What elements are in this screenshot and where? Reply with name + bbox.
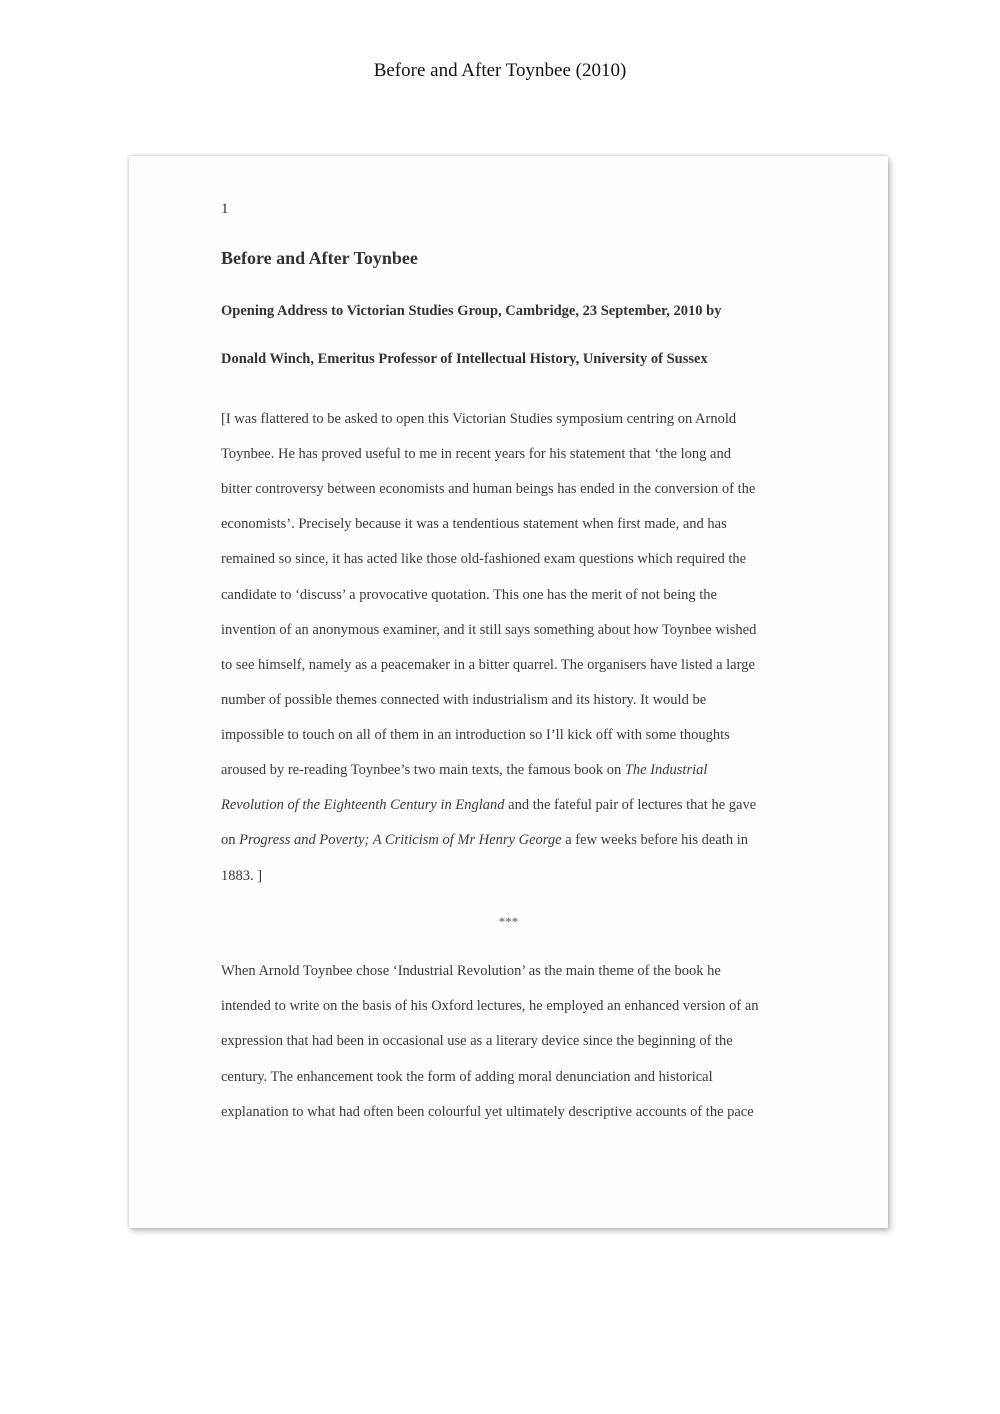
intro-line: to see himself, namely as a peacemaker in a bitter quarrel. The organisers have listed a large <box>221 657 755 673</box>
body-line: intended to write on the basis of his Oxford lectures, he employed an enhanced version of an <box>221 998 759 1014</box>
subtitle-line-2: Donald Winch, Emeritus Professor of Intellectual History, University of Sussex <box>221 351 708 367</box>
intro-line: [I was flattered to be asked to open this Victorian Studies symposium centring on Arnold <box>221 411 737 427</box>
intro-line: invention of an anonymous examiner, and it still says something about how Toynbee wished <box>221 622 757 638</box>
section-separator: *** <box>498 914 519 929</box>
intro-line <box>221 797 756 814</box>
body-line: century. The enhancement took the form of adding moral denunciation and historical <box>221 1069 713 1085</box>
lecture-title-italic: Progress and Poverty; A Criticism of Mr Henry George <box>239 832 562 848</box>
intro-line: 1883. ] <box>221 868 263 884</box>
subtitle-line-1: Opening Address to Victorian Studies Group, Cambridge, 23 September, 2010 by <box>221 303 722 319</box>
intro-line <box>221 832 748 849</box>
intro-line <box>221 762 707 779</box>
intro-text: a few weeks before his death in <box>561 832 748 848</box>
page-number: 1 <box>221 201 229 217</box>
intro-line: candidate to ‘discuss’ a provocative quotation. This one has the merit of not being the <box>221 587 717 603</box>
header-title: Before and After Toynbee (2010) <box>373 60 627 81</box>
intro-line: bitter controversy between economists and human beings has ended in the conversion of the <box>221 481 756 497</box>
intro-line: impossible to touch on all of them in an introduction so I’ll kick off with some thoughts <box>221 727 730 743</box>
intro-line: remained so since, it has acted like those old-fashioned exam questions which required the <box>221 551 747 567</box>
intro-line: Toynbee. He has proved useful to me in recent years for his statement that ‘the long and <box>221 446 731 462</box>
body-line: explanation to what had often been colourful yet ultimately descriptive accounts of the pace <box>221 1104 754 1120</box>
document-page <box>129 156 888 1228</box>
body-line: expression that had been in occasional use as a literary device since the beginning of the <box>221 1033 733 1049</box>
book-title-italic: The Industrial <box>624 762 708 778</box>
document-title: Before and After Toynbee <box>221 248 418 268</box>
intro-text: and the fateful pair of lectures that he gave <box>504 797 757 813</box>
intro-text: aroused by re-reading Toynbee’s two main texts, the famous book on <box>221 762 625 778</box>
book-title-italic: Revolution of the Eighteenth Century in England <box>221 797 505 813</box>
intro-line: economists’. Precisely because it was a tendentious statement when first made, and has <box>221 516 727 532</box>
intro-line: number of possible themes connected with industrialism and its history. It would be <box>221 692 707 708</box>
body-line: When Arnold Toynbee chose ‘Industrial Revolution’ as the main theme of the book he <box>221 963 721 979</box>
intro-text: on <box>221 832 240 848</box>
